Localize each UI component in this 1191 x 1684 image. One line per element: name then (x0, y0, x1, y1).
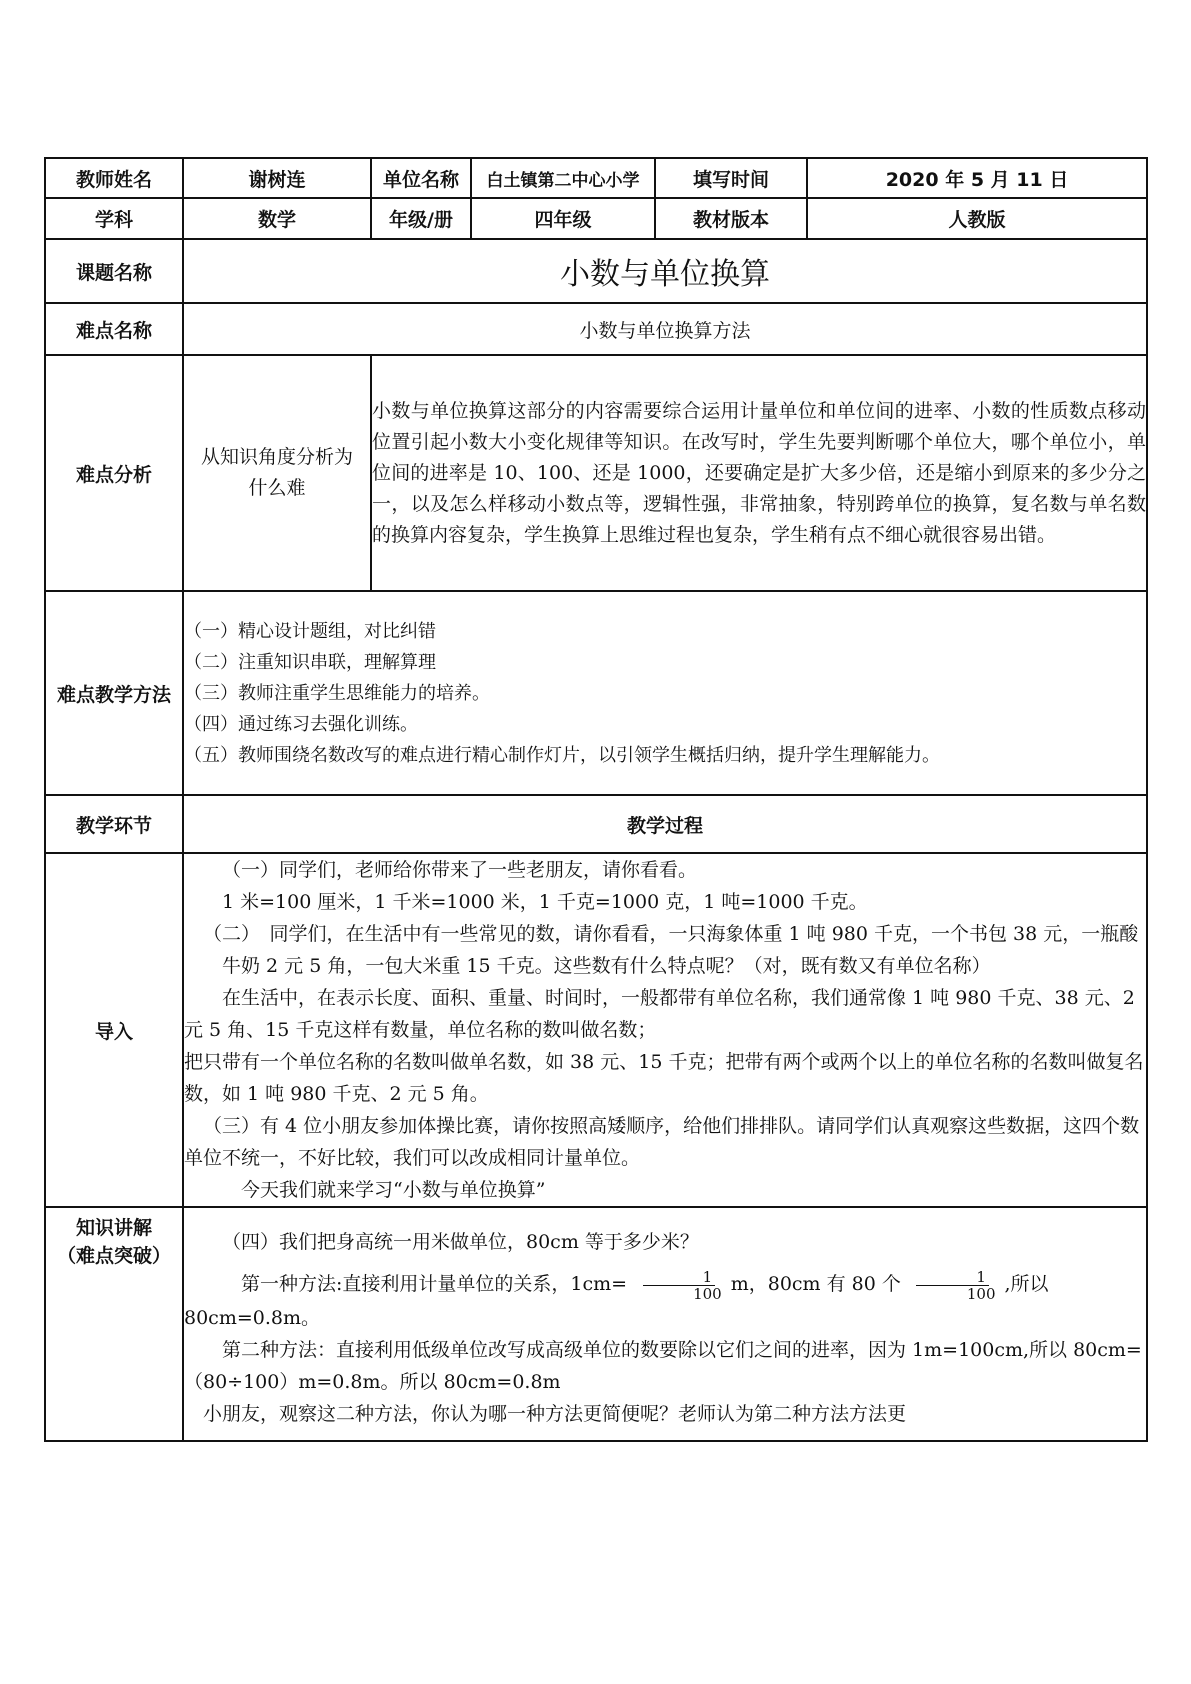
method-item-2: （二）注重知识串联，理解算理 (184, 651, 436, 673)
process-header-row (45, 795, 1147, 853)
intro-paragraph-4: 在生活中，在表示长度、面积、重量、时间时，一般都带有单位名称，我们通常像 1 吨 980 千克、38 元、2 元 5 角、15 千克这样有数量，单位名称的数叫做名数； (184, 987, 1135, 1041)
knowledge-method-1 (184, 1268, 1146, 1302)
intro-paragraph-2: 1 米=100 厘米，1 千米=1000 米，1 千克=1000 克，1 吨=1000 千克。 (222, 891, 868, 913)
fill-date-value: 2020 年 5 月 11 日 (807, 158, 1147, 198)
lesson-plan-table (44, 157, 1148, 1442)
intro-content (183, 853, 1147, 1207)
difficulty-row (45, 303, 1147, 355)
difficulty-value: 小数与单位换算方法 (183, 303, 1147, 355)
knowledge-label-line-1: 知识讲解 (75, 1217, 152, 1239)
grade-value: 四年级 (471, 198, 655, 239)
subject-value: 数学 (183, 198, 371, 239)
grade-label: 年级/册 (371, 198, 471, 239)
intro-paragraph-1: （一）同学们，老师给你带来了一些老朋友，请你看看。 (222, 859, 698, 881)
fraction-numerator-2: 1 (916, 1269, 989, 1286)
knowledge-paragraph-3: 小朋友，观察这二种方法，你认为哪一种方法更简便呢？老师认为第二种方法方法更 (203, 1402, 907, 1425)
method-item-5: （五）教师围绕名数改写的难点进行精心制作灯片，以引领学生概括归纳，提升学生理解能力。 (184, 744, 940, 766)
topic-label: 课题名称 (45, 239, 183, 303)
intro-paragraph-3: （二） 同学们，在生活中有一些常见的数，请你看看，一只海象体重 1 吨 980 千克，一个书包 38 元，一瓶酸牛奶 2 元 5 角，一包大米重 15 千克。这些数有什么特点呢？（对，既有数又有单位名称） (203, 923, 1139, 977)
fraction-1-100 (633, 1269, 725, 1302)
methods-label: 难点教学方法 (45, 591, 183, 795)
method-item-3: （三）教师注重学生思维能力的培养。 (184, 682, 490, 704)
method-item-1: （一）精心设计题组，对比纠错 (184, 620, 436, 642)
method-item-4: （四）通过练习去强化训练。 (184, 713, 418, 735)
knowledge-method-2: 第二种方法：直接利用低级单位改写成高级单位的数要除以它们之间的进率，因为 1m=100cm,所以 80cm=（80÷100）m=0.8m。所以 80cm=0.8m (184, 1338, 1142, 1393)
fraction-denominator-2: 100 (966, 1284, 996, 1303)
intro-row (45, 853, 1147, 1207)
difficulty-label: 难点名称 (45, 303, 183, 355)
analysis-row (45, 355, 1147, 591)
teacher-name-value: 谢树连 (183, 158, 371, 198)
process-header: 教学过程 (183, 795, 1147, 853)
knowledge-label (45, 1207, 183, 1441)
intro-paragraph-7: 今天我们就来学习“小数与单位换算” (241, 1179, 546, 1201)
teacher-name-label: 教师姓名 (45, 158, 183, 198)
header-row-1 (45, 158, 1147, 198)
method-1-text-b: m，80cm 有 80 个 (730, 1273, 901, 1295)
unit-name-value: 白土镇第二中心小学 (471, 158, 655, 198)
knowledge-row (45, 1207, 1147, 1441)
method-1-text-a: 第一种方法:直接利用计量单位的关系，1cm= (241, 1273, 628, 1295)
knowledge-paragraph-1: （四）我们把身高统一用米做单位，80cm 等于多少米？ (222, 1231, 699, 1253)
analysis-text: 小数与单位换算这部分的内容需要综合运用计量单位和单位间的进率、小数的性质数点移动位置引起小数大小变化规律等知识。在改写时，学生先要判断哪个单位大，哪个单位小，单位间的进率是 10、100、还是 1000，还要确定是扩大多少倍，还是缩小到原来的多少分之一，以及怎么样移动小数点等，逻辑性强，非常抽象，特别跨单位的换算，复名数与单名数的换算内容复杂，学生换算上思维过程也复杂，学生稍有点不细心就很容易出错。 (371, 355, 1147, 591)
topic-title: 小数与单位换算 (183, 239, 1147, 303)
fraction-numerator: 1 (643, 1269, 716, 1286)
method-1-text-c: ,所以 (1004, 1273, 1049, 1295)
methods-list (183, 591, 1147, 795)
edition-value: 人教版 (807, 198, 1147, 239)
analysis-label: 难点分析 (45, 355, 183, 591)
analysis-angle: 从知识角度分析为什么难 (183, 355, 371, 591)
unit-name-label: 单位名称 (371, 158, 471, 198)
fill-date-label: 填写时间 (655, 158, 807, 198)
fraction-denominator: 100 (693, 1284, 722, 1303)
knowledge-label-line-2: （难点突破） (56, 1245, 171, 1267)
methods-row (45, 591, 1147, 795)
intro-label: 导入 (45, 853, 183, 1207)
fraction-1-100-second (907, 1269, 999, 1302)
knowledge-content (183, 1207, 1147, 1441)
method-1-conclusion: 80cm=0.8m。 (184, 1306, 320, 1329)
header-row-2 (45, 198, 1147, 239)
edition-label: 教材版本 (655, 198, 807, 239)
subject-label: 学科 (45, 198, 183, 239)
stage-header: 教学环节 (45, 795, 183, 853)
intro-paragraph-5: 把只带有一个单位名称的名数叫做单名数，如 38 元、15 千克；把带有两个或两个以上的单位名称的名数叫做复名数，如 1 吨 980 千克、2 元 5 角。 (184, 1051, 1144, 1105)
topic-row (45, 239, 1147, 303)
intro-paragraph-6: （三）有 4 位小朋友参加体操比赛，请你按照高矮顺序，给他们排排队。请同学们认真观察这些数据，这四个数单位不统一，不好比较，我们可以改成相同计量单位。 (184, 1115, 1140, 1169)
